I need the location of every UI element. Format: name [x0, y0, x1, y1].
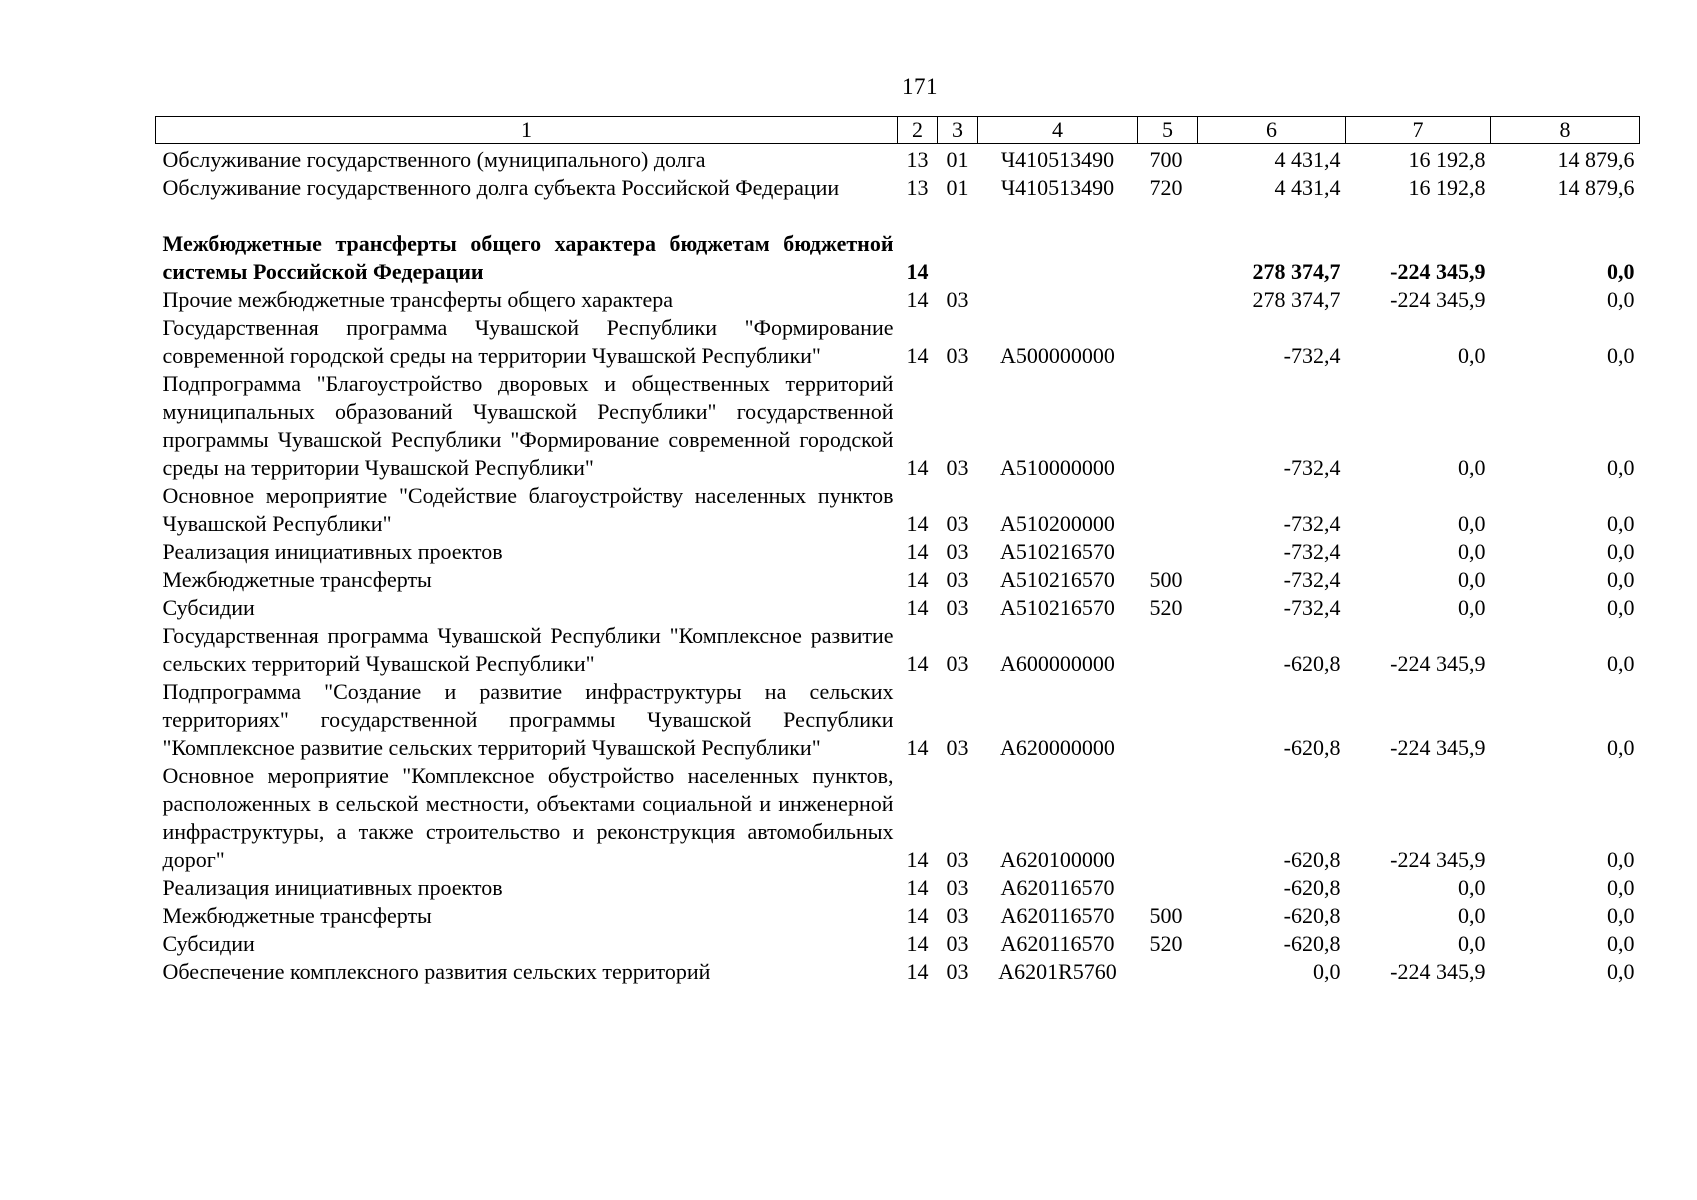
row-value-col6: 0,0	[1313, 959, 1341, 984]
row-value-col7: 16 192,8	[1408, 175, 1486, 200]
row-subsection: 03	[946, 539, 969, 564]
row-section: 14	[906, 931, 929, 956]
row-name: Межбюджетные трансферты	[162, 567, 432, 592]
row-value-col6: -732,4	[1283, 455, 1341, 480]
header-col-1: 1	[156, 117, 898, 144]
row-value-col7: -224 345,9	[1390, 735, 1486, 760]
row-value-col8: 0,0	[1607, 567, 1635, 592]
row-expense-type	[1138, 874, 1198, 902]
row-target-article: А510216570	[1000, 595, 1115, 620]
row-value-col7: 0,0	[1458, 343, 1486, 368]
row-name: Подпрограмма "Создание и развитие инфраструктуры на сельских территориях" государственной программы Чувашской Республики "Комплексное развитие сельских территорий Чувашской Республики"	[162, 679, 894, 760]
row-expense-type	[1138, 958, 1198, 986]
row-expense-type: 500	[1149, 567, 1183, 592]
row-subsection: 03	[946, 511, 969, 536]
row-value-col6: -732,4	[1283, 343, 1341, 368]
row-value-col7: -224 345,9	[1390, 651, 1486, 676]
table-row	[156, 174, 1640, 202]
row-value-col7: 16 192,8	[1408, 147, 1486, 172]
row-section: 14	[906, 903, 929, 928]
header-col-6: 6	[1198, 117, 1346, 144]
row-value-col6: -620,8	[1283, 651, 1341, 676]
row-value-col8: 14 879,6	[1557, 175, 1635, 200]
row-name: Субсидии	[162, 931, 255, 956]
row-value-col6: 278 374,7	[1252, 287, 1341, 312]
row-value-col7: -224 345,9	[1390, 287, 1486, 312]
row-value-col8: 0,0	[1607, 511, 1635, 536]
row-subsection: 03	[946, 735, 969, 760]
row-section: 14	[906, 259, 929, 284]
row-value-col6: -620,8	[1283, 931, 1341, 956]
table-row	[156, 314, 1640, 370]
row-section: 14	[906, 847, 929, 872]
row-value-col8: 0,0	[1607, 651, 1635, 676]
row-name: Прочие межбюджетные трансферты общего характера	[162, 287, 674, 312]
row-value-col8: 0,0	[1607, 259, 1635, 284]
row-value-col6: 4 431,4	[1274, 147, 1341, 172]
row-subsection: 03	[946, 931, 969, 956]
row-value-col8: 0,0	[1607, 595, 1635, 620]
row-target-article: А510200000	[1000, 511, 1115, 536]
row-value-col8: 0,0	[1607, 875, 1635, 900]
row-value-col7: -224 345,9	[1390, 847, 1486, 872]
row-value-col7: 0,0	[1458, 903, 1486, 928]
row-expense-type	[1138, 370, 1198, 482]
row-value-col6: 4 431,4	[1274, 175, 1341, 200]
table-row	[156, 144, 1640, 175]
header-col-7: 7	[1346, 117, 1491, 144]
table-row	[156, 902, 1640, 930]
page-number: 171	[902, 74, 938, 99]
row-section: 14	[906, 595, 929, 620]
row-value-col7: 0,0	[1458, 455, 1486, 480]
row-value-col6: -732,4	[1283, 567, 1341, 592]
row-name: Подпрограмма "Благоустройство дворовых и общественных территорий муниципальных образований Чувашской Республики" государственной программы Чувашской Республики "Формирование современной городской среды на территории Чувашской Республики"	[162, 371, 894, 480]
row-target-article: А620116570	[1000, 875, 1115, 900]
row-target-article: А6201R5760	[998, 959, 1117, 984]
row-value-col6: 278 374,7	[1252, 259, 1341, 284]
row-expense-type	[1138, 678, 1198, 762]
row-value-col6: -620,8	[1283, 847, 1341, 872]
budget-table	[155, 116, 1640, 986]
row-value-col7: 0,0	[1458, 875, 1486, 900]
row-value-col7: -224 345,9	[1390, 959, 1486, 984]
row-target-article: А510216570	[1000, 539, 1115, 564]
row-value-col8: 0,0	[1607, 455, 1635, 480]
row-section: 13	[906, 147, 929, 172]
row-expense-type	[1138, 622, 1198, 678]
row-name: Обслуживание государственного долга субъекта Российской Федерации	[162, 175, 840, 200]
header-col-4: 4	[978, 117, 1138, 144]
row-value-col8: 14 879,6	[1557, 147, 1635, 172]
row-section: 14	[906, 567, 929, 592]
row-target-article: А510216570	[1000, 567, 1115, 592]
table-row	[156, 370, 1640, 482]
row-subsection	[938, 230, 978, 286]
row-target-article: А620100000	[1000, 847, 1115, 872]
row-name: Реализация инициативных проектов	[162, 539, 503, 564]
row-section: 14	[906, 455, 929, 480]
row-section: 14	[906, 343, 929, 368]
row-value-col8: 0,0	[1607, 959, 1635, 984]
table-row	[156, 594, 1640, 622]
row-value-col7: 0,0	[1458, 567, 1486, 592]
row-expense-type: 520	[1149, 595, 1183, 620]
row-subsection: 03	[946, 847, 969, 872]
row-subsection: 03	[946, 455, 969, 480]
table-header	[156, 117, 1640, 144]
row-value-col6: -620,8	[1283, 903, 1341, 928]
row-section: 14	[906, 539, 929, 564]
row-value-col8: 0,0	[1607, 931, 1635, 956]
row-name: Реализация инициативных проектов	[162, 875, 503, 900]
row-subsection: 01	[946, 175, 969, 200]
row-value-col7: 0,0	[1458, 931, 1486, 956]
row-name: Межбюджетные трансферты	[162, 903, 432, 928]
table-row	[156, 930, 1640, 958]
header-row	[156, 117, 1640, 144]
row-expense-type: 520	[1149, 931, 1183, 956]
row-section: 14	[906, 511, 929, 536]
row-name: Межбюджетные трансферты общего характера бюджетам бюджетной системы Российской Федерации	[162, 231, 894, 284]
row-target-article: Ч410513490	[1000, 175, 1115, 200]
row-subsection: 01	[946, 147, 969, 172]
row-target-article: А620000000	[1000, 735, 1115, 760]
row-expense-type	[1138, 314, 1198, 370]
row-value-col8: 0,0	[1607, 735, 1635, 760]
row-value-col7: -224 345,9	[1390, 259, 1486, 284]
row-subsection: 03	[946, 595, 969, 620]
row-target-article: А500000000	[1000, 343, 1115, 368]
row-section: 13	[906, 175, 929, 200]
row-value-col8: 0,0	[1607, 903, 1635, 928]
row-section: 14	[906, 651, 929, 676]
row-value-col7: 0,0	[1458, 539, 1486, 564]
row-expense-type: 700	[1149, 147, 1183, 172]
row-value-col8: 0,0	[1607, 847, 1635, 872]
row-subsection: 03	[946, 343, 969, 368]
header-col-2: 2	[898, 117, 938, 144]
row-expense-type	[1138, 762, 1198, 874]
row-subsection: 03	[946, 287, 969, 312]
table-row	[156, 958, 1640, 986]
row-target-article: А600000000	[1000, 651, 1115, 676]
table-row	[156, 622, 1640, 678]
row-expense-type: 500	[1149, 903, 1183, 928]
row-value-col7: 0,0	[1458, 595, 1486, 620]
table-row	[156, 286, 1640, 314]
row-value-col6: -620,8	[1283, 875, 1341, 900]
row-target-article	[978, 230, 1138, 286]
table-body	[156, 144, 1640, 987]
row-target-article: А620116570	[1000, 903, 1115, 928]
row-expense-type	[1138, 482, 1198, 538]
row-name: Субсидии	[162, 595, 255, 620]
header-col-8: 8	[1491, 117, 1640, 144]
row-value-col8: 0,0	[1607, 539, 1635, 564]
row-name: Государственная программа Чувашской Республики "Формирование современной городской среды на территории Чувашской Республики"	[162, 315, 894, 368]
row-value-col7: 0,0	[1458, 511, 1486, 536]
header-col-3: 3	[938, 117, 978, 144]
row-section: 14	[906, 287, 929, 312]
row-expense-type	[1138, 538, 1198, 566]
row-name: Государственная программа Чувашской Республики "Комплексное развитие сельских территорий Чувашской Республики"	[162, 623, 894, 676]
row-value-col8: 0,0	[1607, 343, 1635, 368]
row-name: Обеспечение комплексного развития сельских территорий	[162, 959, 711, 984]
row-section: 14	[906, 959, 929, 984]
spacer-cell	[156, 202, 1640, 230]
table-row	[156, 762, 1640, 874]
row-subsection: 03	[946, 567, 969, 592]
table-row	[156, 874, 1640, 902]
header-col-5: 5	[1138, 117, 1198, 144]
row-subsection: 03	[946, 651, 969, 676]
row-expense-type	[1138, 286, 1198, 314]
row-value-col6: -732,4	[1283, 511, 1341, 536]
row-target-article: Ч410513490	[1000, 147, 1115, 172]
row-target-article: А620116570	[1000, 931, 1115, 956]
row-value-col8: 0,0	[1607, 287, 1635, 312]
row-name: Основное мероприятие "Содействие благоустройству населенных пунктов Чувашской Республики"	[162, 483, 894, 536]
row-subsection: 03	[946, 959, 969, 984]
row-section: 14	[906, 735, 929, 760]
table-spacer-row	[156, 202, 1640, 230]
row-target-article: А510000000	[1000, 455, 1115, 480]
row-name: Основное мероприятие "Комплексное обустройство населенных пунктов, расположенных в сельской местности, объектами социальной и инженерной инфраструктуры, а также строительство и реконструкция автомобильных дорог"	[162, 763, 894, 872]
table-row	[156, 538, 1640, 566]
row-expense-type	[1138, 230, 1198, 286]
table-row	[156, 566, 1640, 594]
row-section: 14	[906, 875, 929, 900]
row-value-col6: -732,4	[1283, 595, 1341, 620]
row-target-article	[978, 286, 1138, 314]
row-value-col6: -732,4	[1283, 539, 1341, 564]
row-expense-type: 720	[1149, 175, 1183, 200]
row-subsection: 03	[946, 875, 969, 900]
row-value-col6: -620,8	[1283, 735, 1341, 760]
row-name: Обслуживание государственного (муниципального) долга	[162, 147, 706, 172]
table-row	[156, 482, 1640, 538]
table-row	[156, 230, 1640, 286]
table-row	[156, 678, 1640, 762]
row-subsection: 03	[946, 903, 969, 928]
